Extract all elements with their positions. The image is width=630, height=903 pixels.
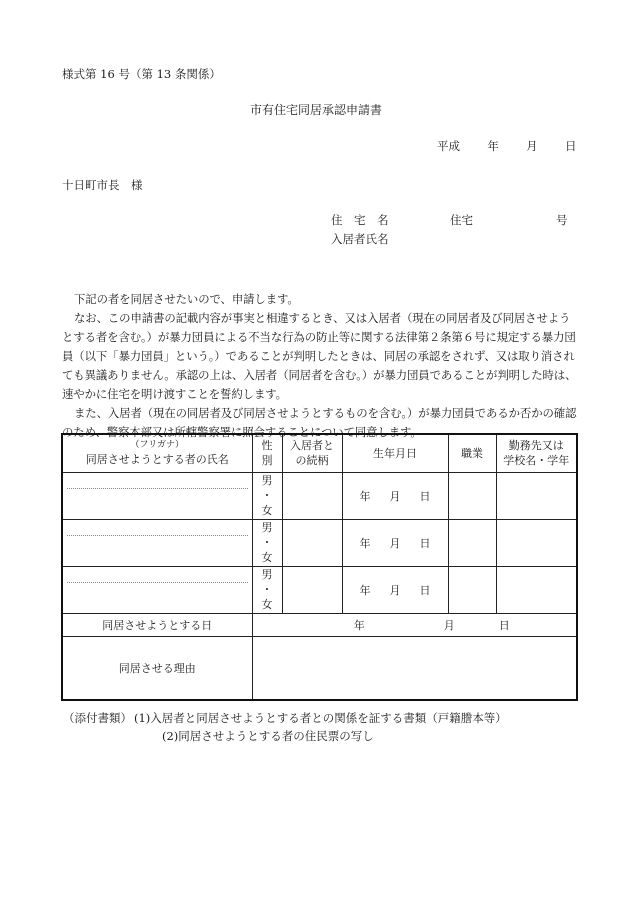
name-header-label: 同居させようとする者の氏名 (85, 452, 229, 466)
job-cell[interactable] (448, 566, 496, 613)
move-date-cell[interactable]: 年 月 日 (252, 613, 577, 636)
cohabitant-table (61, 433, 578, 701)
sex-cell[interactable]: 男 ・ 女 (252, 519, 282, 566)
furigana-header: （フリガナ） (130, 439, 185, 450)
reason-cell[interactable] (252, 636, 577, 700)
job-cell[interactable] (448, 472, 496, 519)
table-row (62, 566, 577, 613)
attachment-item-2: (2)同居させようとする者の住民票の写し (162, 729, 374, 743)
relation-cell[interactable] (282, 519, 342, 566)
name-header (62, 434, 252, 472)
sex-cell[interactable]: 男 ・ 女 (252, 566, 282, 613)
job-header: 職業 (448, 434, 496, 472)
body-text (62, 290, 577, 442)
relation-cell[interactable] (282, 472, 342, 519)
name-cell[interactable] (62, 472, 252, 519)
addressee: 十日町市長 様 (62, 178, 143, 192)
birth-cell[interactable]: 年 月 日 (342, 519, 448, 566)
body-paragraph-1: 下記の者を同居させたいので、申請します。 (74, 292, 299, 306)
move-date-label: 同居させようとする日 (62, 613, 252, 636)
attachment-item-1: (1)入居者と同居させようとする者との関係を証する書類（戸籍謄本等） (134, 711, 507, 725)
job-cell[interactable] (448, 519, 496, 566)
work-cell[interactable] (496, 519, 577, 566)
relation-header: 入居者と の続柄 (282, 434, 342, 472)
tenant-name-label: 入居者氏名 (331, 232, 389, 246)
attachments-label: （添付書類） (63, 711, 132, 725)
body-paragraph-2: なお、この申請書の記載内容が事実と相違するとき、又は入居者（現在の同居者及び同居させようとする者を含む。）が暴力団員による不当な行為の防止等に関する法律第２条第６号に規定する暴力団員（以下「暴力団員」という。）であることが判明したときは、同居の承認をされず、又は取り消されても異議ありません。承認の上は、入居者（同居者を含む。）が暴力団員であることが判明した時は、速やかに住宅を明け渡すことを誓約します。 (62, 311, 577, 401)
name-cell[interactable] (62, 566, 252, 613)
work-cell[interactable] (496, 472, 577, 519)
sex-header: 性 別 (252, 434, 282, 472)
reason-row (62, 636, 577, 700)
name-cell[interactable] (62, 519, 252, 566)
birth-cell[interactable]: 年 月 日 (342, 472, 448, 519)
sex-cell[interactable]: 男 ・ 女 (252, 472, 282, 519)
document-title: 市有住宅同居承認申請書 (250, 103, 383, 117)
table-header-row (62, 434, 577, 472)
work-header: 勤務先又は 学校名・学年 (496, 434, 577, 472)
form-id: 様式第 16 号（第 13 条関係） (62, 67, 221, 81)
date-era: 平成 (437, 139, 460, 153)
house-value-suffix: 号 (556, 213, 568, 227)
house-name-label: 住 宅 名 (331, 213, 389, 227)
move-date-row (62, 613, 577, 636)
date-year: 年 (487, 139, 499, 153)
birth-cell[interactable]: 年 月 日 (342, 566, 448, 613)
body-paragraph-3: また、入居者（現在の同居者及び同居させようとするものを含む。）が暴力団員であるか否かの確認のため、警察本部又は所轄警察署に照会することについて同意します。 (62, 406, 577, 439)
relation-cell[interactable] (282, 566, 342, 613)
work-cell[interactable] (496, 566, 577, 613)
date-day: 日 (564, 139, 577, 153)
table-row (62, 519, 577, 566)
reason-label: 同居させる理由 (62, 636, 252, 700)
table-row (62, 472, 577, 519)
birth-header: 生年月日 (342, 434, 448, 472)
date-line (437, 138, 576, 154)
date-month: 月 (526, 139, 538, 153)
house-value-prefix: 住宅 (450, 213, 473, 227)
